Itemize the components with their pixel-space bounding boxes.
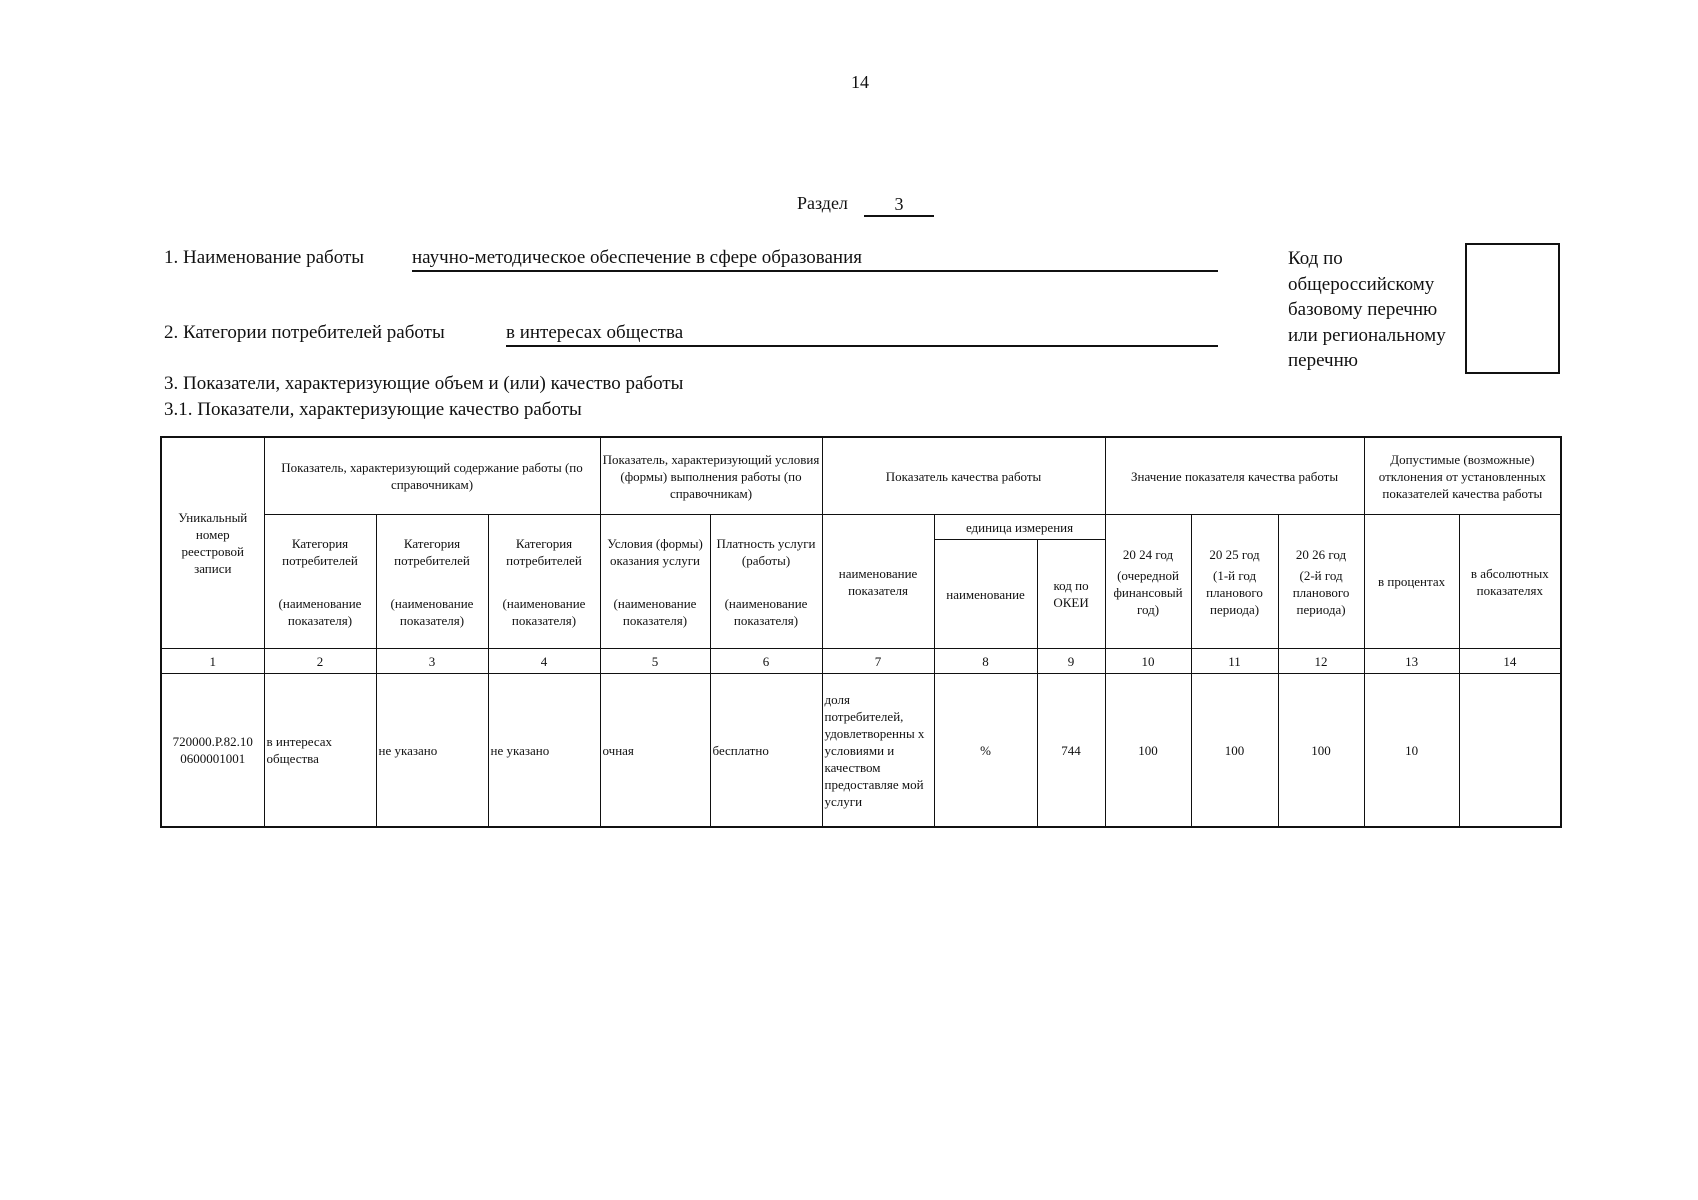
payment-cell: бесплатно bbox=[710, 674, 822, 828]
section-number: 3 bbox=[864, 193, 934, 217]
column-number: 2 bbox=[264, 649, 376, 674]
col-5-header: Условия (формы) оказания услуги (наименование показателя) bbox=[600, 515, 710, 649]
form-cell: очная bbox=[600, 674, 710, 828]
work-name-label: 1. Наименование работы bbox=[164, 247, 365, 268]
consumers-value: в интересах общества bbox=[506, 321, 1218, 347]
col-10-header: 20 24 год (очередной финансовый год) bbox=[1105, 515, 1191, 649]
col-8-header: наименование bbox=[934, 540, 1037, 649]
column-number: 14 bbox=[1459, 649, 1561, 674]
code-label: Код по общероссийскому базовому перечню или региональному перечню bbox=[1288, 248, 1446, 371]
col-11-header: 20 25 год (1-й год планового периода) bbox=[1191, 515, 1278, 649]
header-content-indicator: Показатель, характеризующий содержание работы (по справочникам) bbox=[264, 437, 600, 515]
consumer-category-cell-2: не указано bbox=[376, 674, 488, 828]
header-quality-value: Значение показателя качества работы bbox=[1105, 437, 1364, 515]
column-number: 1 bbox=[161, 649, 264, 674]
col-3-header: Категория потребителей (наименование показателя) bbox=[376, 515, 488, 649]
header-unique-number: Уникальный номер реестровой записи bbox=[161, 437, 264, 649]
deviation-percent-cell: 10 bbox=[1364, 674, 1459, 828]
col-4-header: Категория потребителей (наименование показателя) bbox=[488, 515, 600, 649]
col-14-header: в абсолютных показателях bbox=[1459, 515, 1561, 649]
code-box[interactable] bbox=[1465, 243, 1560, 374]
consumer-category-cell-3: не указано bbox=[488, 674, 600, 828]
header-quality-indicator: Показатель качества работы bbox=[822, 437, 1105, 515]
col-13-header: в процентах bbox=[1364, 515, 1459, 649]
column-number: 4 bbox=[488, 649, 600, 674]
column-number: 5 bbox=[600, 649, 710, 674]
value-2025-cell: 100 bbox=[1191, 674, 1278, 828]
column-number: 6 bbox=[710, 649, 822, 674]
column-number: 9 bbox=[1037, 649, 1105, 674]
col-12-header: 20 26 год (2-й год планового периода) bbox=[1278, 515, 1364, 649]
column-number: 13 bbox=[1364, 649, 1459, 674]
indicator-name-cell: доля потребителей, удовлетворенны х условиями и качеством предоставляе мой услуги bbox=[822, 674, 934, 828]
header-conditions-indicator: Показатель, характеризующий условия (формы) выполнения работы (по справочникам) bbox=[600, 437, 822, 515]
column-number: 10 bbox=[1105, 649, 1191, 674]
column-number: 12 bbox=[1278, 649, 1364, 674]
column-number: 8 bbox=[934, 649, 1037, 674]
column-number: 11 bbox=[1191, 649, 1278, 674]
consumers-label: 2. Категории потребителей работы bbox=[164, 322, 445, 343]
work-name-value: научно-методическое обеспечение в сфере образования bbox=[412, 246, 1218, 272]
heading-3: 3. Показатели, характеризующие объем и (или) качество работы bbox=[164, 373, 684, 394]
section-label: Раздел bbox=[797, 193, 848, 213]
column-number: 7 bbox=[822, 649, 934, 674]
column-numbers-row bbox=[161, 649, 1561, 674]
value-2026-cell: 100 bbox=[1278, 674, 1364, 828]
page-number: 14 bbox=[851, 72, 869, 92]
heading-3-1: 3.1. Показатели, характеризующие качество работы bbox=[164, 399, 582, 420]
okei-code-cell: 744 bbox=[1037, 674, 1105, 828]
col-2-header: Категория потребителей (наименование показателя) bbox=[264, 515, 376, 649]
col-7-header: наименование показателя bbox=[822, 515, 934, 649]
registry-number-cell: 720000.Р.82.10 0600001001 bbox=[161, 674, 264, 828]
value-2024-cell: 100 bbox=[1105, 674, 1191, 828]
header-allowed-deviation: Допустимые (возможные) отклонения от установленных показателей качества работы bbox=[1364, 437, 1561, 515]
col-6-header: Платность услуги (работы) (наименование показателя) bbox=[710, 515, 822, 649]
col-9-header: код по ОКЕИ bbox=[1037, 540, 1105, 649]
quality-table bbox=[160, 436, 1562, 828]
consumer-category-cell: в интересах общества bbox=[264, 674, 376, 828]
unit-header: единица измерения bbox=[934, 515, 1105, 540]
column-number: 3 bbox=[376, 649, 488, 674]
deviation-absolute-cell bbox=[1459, 674, 1561, 828]
table-row bbox=[161, 674, 1561, 828]
unit-name-cell: % bbox=[934, 674, 1037, 828]
